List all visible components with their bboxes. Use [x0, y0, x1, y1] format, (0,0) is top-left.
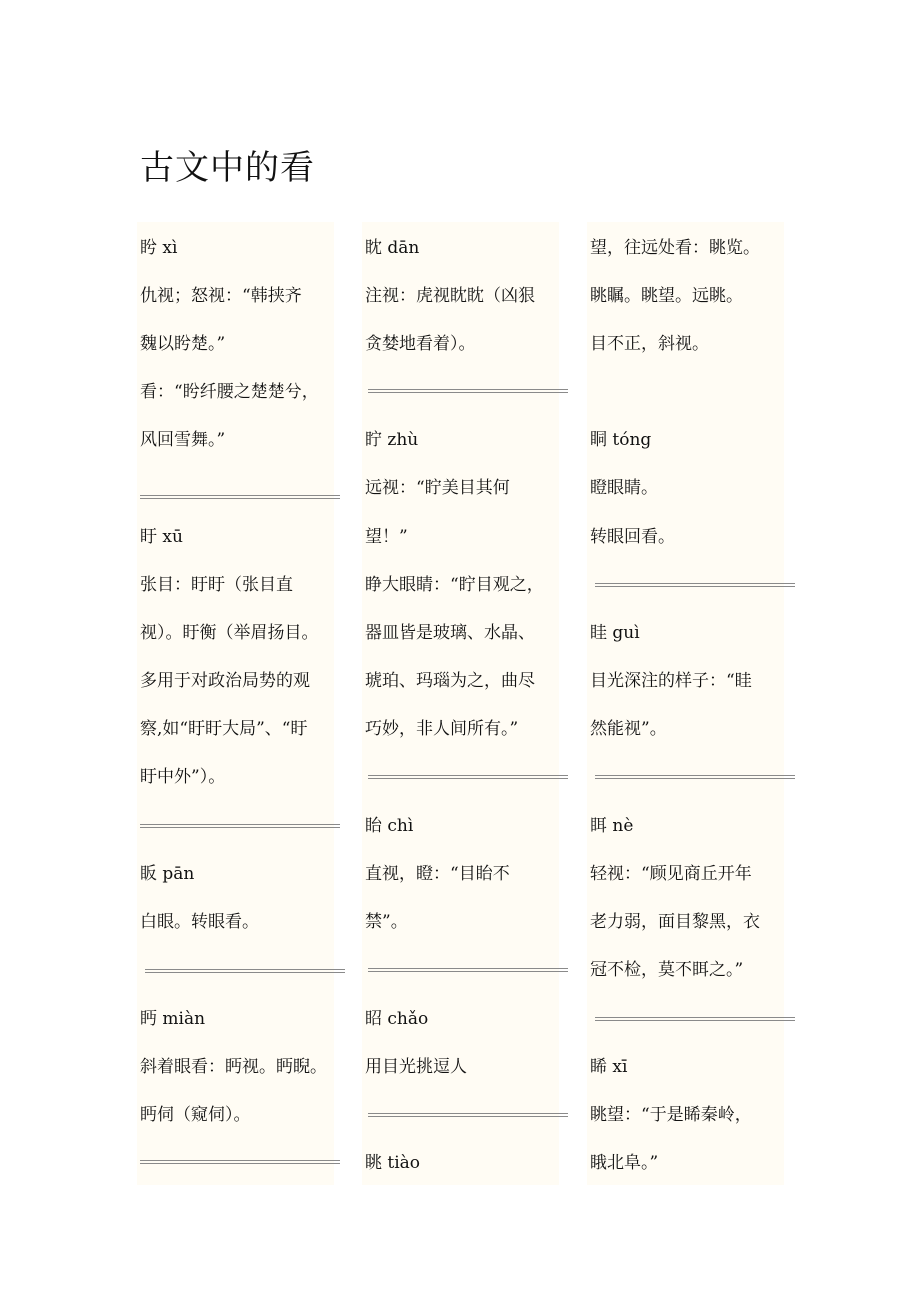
entry-headword: 眝 zhù [365, 430, 419, 450]
entry-separator [140, 495, 340, 499]
definition-line: 盱中外”）。 [140, 767, 226, 787]
definition-line: 看：“盻纤腰之楚楚兮， [140, 382, 319, 402]
definition-line: 器皿皆是玻璃、水晶、 [365, 623, 535, 643]
entry-headword: 眮 tóng [590, 430, 652, 450]
entry-headword: 眅 pān [140, 864, 195, 884]
entry-separator [595, 775, 795, 779]
column-3 [587, 222, 784, 1185]
definition-line: 目光深注的样子：“眭 [590, 671, 752, 691]
page-title: 古文中的看 [140, 148, 315, 188]
entry-separator [595, 583, 795, 587]
definition-line: 仇视；怒视：“韩挟齐 [140, 286, 302, 306]
definition-line: 斜着眼看：眄视。眄睨。 [140, 1057, 327, 1077]
definition-line: 注视：虎视眈眈（凶狠 [365, 286, 535, 306]
entry-separator [368, 775, 568, 779]
definition-line: 风回雪舞。” [140, 430, 226, 450]
definition-line: 禁”。 [365, 912, 408, 932]
entry-headword: 睎 xī [590, 1057, 628, 1077]
definition-line: 远视：“眝美目其何 [365, 478, 510, 498]
definition-line: 多用于对政治局势的观 [140, 671, 310, 691]
definition-line: 白眼。转眼看。 [140, 912, 259, 932]
definition-line: 直视，瞪：“目眙不 [365, 864, 510, 884]
definition-line: 睋北阜。” [590, 1153, 659, 1173]
definition-line: 视）。盱衡（举眉扬目。 [140, 623, 319, 643]
definition-line: 巧妙，非人间所有。” [365, 719, 519, 739]
definition-line: 睁大眼睛：“眝目观之， [365, 575, 544, 595]
definition-line: 张目：盱盱（张目直 [140, 575, 293, 595]
entry-headword: 眙 chì [365, 816, 414, 836]
column-2 [362, 222, 559, 1185]
entry-headword: 眲 nè [590, 816, 634, 836]
definition-line: 眄伺（窥伺）。 [140, 1105, 251, 1125]
entry-separator [368, 968, 568, 972]
definition-line: 琥珀、玛瑙为之，曲尽 [365, 671, 535, 691]
entry-headword: 盻 xì [140, 238, 178, 258]
definition-line: 用目光挑逗人 [365, 1057, 467, 1077]
entry-separator [595, 1017, 795, 1021]
entry-headword: 眺 tiào [365, 1153, 421, 1173]
entry-separator [368, 389, 568, 393]
definition-line: 然能视”。 [590, 719, 667, 739]
definition-line: 眺望：“于是睎秦岭， [590, 1105, 752, 1125]
definition-line: 老力弱，面目黎黑，衣 [590, 912, 760, 932]
entry-headword: 眧 chǎo [365, 1009, 429, 1029]
definition-line: 冠不检，莫不眲之。” [590, 960, 744, 980]
definition-line: 眺瞩。眺望。远眺。 [590, 286, 743, 306]
definition-line: 转眼回看。 [590, 527, 675, 547]
definition-line: 贪婪地看着）。 [365, 334, 476, 354]
definition-line: 望，往远处看：眺览。 [590, 238, 760, 258]
entry-separator [140, 824, 340, 828]
column-1 [137, 222, 334, 1185]
entry-headword: 眈 dān [365, 238, 420, 258]
definition-line: 轻视：“顾见商丘开年 [590, 864, 752, 884]
entry-separator [368, 1113, 568, 1117]
entry-headword: 眄 miàn [140, 1009, 206, 1029]
definition-line: 瞪眼睛。 [590, 478, 658, 498]
definition-line: 魏以盻楚。” [140, 334, 226, 354]
entry-separator [145, 969, 345, 973]
definition-line: 望！” [365, 527, 408, 547]
entry-headword: 眭 guì [590, 623, 640, 643]
entry-separator [140, 1160, 340, 1164]
definition-line: 察,如“盱盱大局”、“盱 [140, 719, 308, 739]
entry-headword: 盱 xū [140, 527, 183, 547]
definition-line: 目不正，斜视。 [590, 334, 709, 354]
